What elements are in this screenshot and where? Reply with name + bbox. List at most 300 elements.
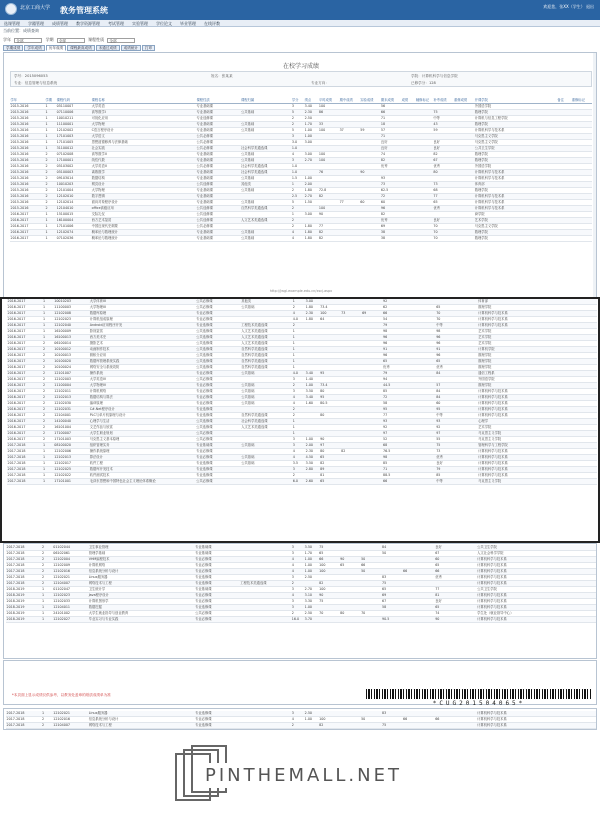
- table-cell: 毛泽东思想和中国特色社会主义理论体系概论: [89, 479, 195, 485]
- table-cell: 公共卫生学院: [474, 146, 557, 152]
- table-cell: 1.0: [291, 146, 304, 152]
- table-cell: 76: [318, 170, 339, 176]
- table-cell: 自然科学类通选课: [241, 353, 293, 359]
- tab-item[interactable]: 未通过成绩: [96, 45, 120, 51]
- table-cell: 2016-2017: [10, 230, 45, 236]
- table-cell: 面向对象程序设计: [91, 200, 196, 206]
- table-cell: 社会科学类通选课: [241, 146, 292, 152]
- nav-item[interactable]: 成绩管理: [52, 21, 68, 26]
- column-header[interactable]: 期末成绩: [380, 98, 401, 104]
- table-cell: 数理学院: [474, 152, 557, 158]
- nav-item[interactable]: 实验管理: [132, 21, 148, 26]
- table-cell: [560, 723, 575, 729]
- table-cell: 卫生统计学: [88, 587, 194, 593]
- table-cell: 优秀: [436, 365, 457, 371]
- table-cell: 大学英语IV: [89, 377, 195, 383]
- table-cell: 95: [320, 371, 341, 377]
- main-nav: [0, 20, 600, 27]
- table-cell: 2: [292, 413, 305, 419]
- tab-item[interactable]: 打印: [142, 45, 155, 51]
- table-cell: 大学英语II: [91, 164, 196, 170]
- table-cell: C语言程序设计: [91, 128, 196, 134]
- table-cell: 3: [291, 711, 304, 717]
- term-select[interactable]: 全部: [57, 38, 85, 43]
- table-cell: 98: [383, 455, 404, 461]
- table-cell: 公共基础: [241, 200, 292, 206]
- table-cell: 工程技术类通选课: [241, 323, 293, 329]
- table-cell: 2017-2018: [6, 575, 41, 581]
- table-cell: 66: [319, 557, 340, 563]
- column-header[interactable]: 备注: [557, 98, 571, 104]
- grades-report-panel: [3, 52, 597, 298]
- table-cell: 5: [291, 128, 304, 134]
- table-cell: 2016-2017: [7, 395, 42, 401]
- table-cell: [401, 236, 415, 242]
- table-cell: 良好: [435, 599, 456, 605]
- table-cell: 良好: [380, 140, 401, 146]
- table-cell: [576, 479, 597, 485]
- table-cell: 2016-2017: [7, 383, 42, 389]
- table-cell: 84: [436, 389, 457, 395]
- table-cell: 良好: [433, 140, 454, 146]
- table-cell: 公共基础: [241, 236, 292, 242]
- table-cell: 37: [339, 128, 360, 134]
- table-cell: 专业必修课: [195, 593, 240, 599]
- tab-item[interactable]: 课程最高成绩: [67, 45, 95, 51]
- table-cell: 2: [42, 401, 53, 407]
- table-cell: 软件工程: [89, 461, 195, 467]
- table-cell: 74: [435, 611, 456, 617]
- table-cell: 59: [360, 128, 381, 134]
- table-cell: 1: [41, 711, 52, 717]
- table-cell: 公共必修课: [196, 140, 241, 146]
- table-cell: 1.60: [305, 401, 320, 407]
- table-cell: 2016-2017: [10, 212, 45, 218]
- table-cell: 17101003: [54, 437, 89, 443]
- table-cell: 大学物理IV: [89, 383, 195, 389]
- table-cell: 77: [383, 413, 404, 419]
- table-cell: 良好: [380, 146, 401, 152]
- table-cell: 12104007: [53, 723, 88, 729]
- university-name: 北京工商大学: [20, 5, 51, 11]
- table-cell: 1: [45, 116, 56, 122]
- table-cell: 数理学院: [474, 110, 557, 116]
- table-cell: 交际礼仪: [91, 212, 196, 218]
- table-cell: 高等数学I: [91, 110, 196, 116]
- table-cell: 计算机科学与技术系: [478, 449, 562, 455]
- table-cell: 1: [292, 353, 305, 359]
- table-cell: 2: [41, 717, 52, 723]
- table-cell: 2016-2017: [10, 224, 45, 230]
- table-cell: 公共基础: [241, 230, 292, 236]
- table-cell: 38: [380, 230, 401, 236]
- table-cell: 2016-2017: [10, 218, 45, 224]
- table-cell: 2016-2017: [7, 407, 42, 413]
- table-cell: 专业必修课: [196, 371, 241, 377]
- table-cell: 数理学院: [478, 365, 562, 371]
- table-cell: 17100007: [54, 431, 89, 437]
- table-cell: 2: [291, 206, 304, 212]
- nav-item[interactable]: 毕业管理: [180, 21, 196, 26]
- table-cell: 71: [380, 116, 401, 122]
- table-cell: [457, 479, 478, 485]
- table-cell: 2: [291, 122, 304, 128]
- table-cell: 77: [433, 194, 454, 200]
- tab-item[interactable]: 学期成绩: [3, 45, 23, 51]
- table-cell: 艺术学院: [474, 218, 557, 224]
- report-title: 在校学习成绩: [282, 63, 319, 70]
- table-cell: 2015-2016: [10, 182, 45, 188]
- column-header[interactable]: 课程名称: [91, 98, 196, 104]
- table-cell: 4: [292, 311, 305, 317]
- table-cell: 1.00: [304, 717, 319, 723]
- table-cell: 2018-2019: [6, 605, 41, 611]
- table-cell: 2.00: [305, 443, 320, 449]
- table-cell: 计算机科学与技术系: [474, 200, 557, 206]
- table-cell: [341, 479, 362, 485]
- grades-table-fragment: [3, 708, 597, 730]
- table-cell: 1: [292, 425, 305, 431]
- table-cell: 1: [42, 467, 53, 473]
- table-cell: 公共必修课: [196, 437, 241, 443]
- column-header[interactable]: 重修标记: [571, 98, 592, 104]
- table-cell: 专业基础课: [196, 152, 241, 158]
- term-label: 学期: [45, 37, 54, 42]
- tab-item[interactable]: 历年成绩: [46, 45, 66, 51]
- table-cell: 33: [318, 122, 339, 128]
- column-header[interactable]: 实验成绩: [360, 98, 381, 104]
- nav-item[interactable]: 学位论文: [156, 21, 172, 26]
- table-cell: 公共必修课: [196, 479, 241, 485]
- table-cell: 学生处（就业指导中心）: [477, 611, 561, 617]
- table-cell: 计算机网络: [88, 563, 194, 569]
- table-cell: 2.00: [304, 182, 318, 188]
- table-cell: 2: [41, 563, 52, 569]
- table-cell: 96: [383, 341, 404, 347]
- nav-item[interactable]: 教学资源管理: [76, 21, 100, 26]
- course-type-select[interactable]: 全部: [107, 38, 135, 43]
- table-cell: 80: [340, 611, 361, 617]
- table-cell: 2: [291, 224, 304, 230]
- table-cell: 90: [319, 593, 340, 599]
- table-cell: 良好: [435, 545, 456, 551]
- table-cell: 62: [383, 305, 404, 311]
- table-cell: 计算机组成原理: [89, 317, 195, 323]
- table-cell: 93: [380, 176, 401, 182]
- table-cell: 2016-2017: [7, 335, 42, 341]
- table-cell: 12102010: [56, 194, 91, 200]
- table-cell: 70: [433, 236, 454, 242]
- column-header[interactable]: 期中成绩: [339, 98, 360, 104]
- table-cell: 77: [339, 200, 360, 206]
- table-cell: 96: [436, 353, 457, 359]
- table-cell: [304, 723, 319, 729]
- university-logo-icon: [5, 3, 17, 15]
- table-row: [7, 479, 597, 485]
- table-cell: 2: [42, 407, 53, 413]
- table-cell: [319, 617, 340, 623]
- filter-bar: [3, 37, 137, 43]
- column-header[interactable]: 重修成绩: [454, 98, 475, 104]
- table-cell: 2: [42, 341, 53, 347]
- table-cell: 2: [291, 116, 304, 122]
- tab-item[interactable]: 成绩统计: [121, 45, 141, 51]
- table-cell: 4: [291, 557, 304, 563]
- column-header[interactable]: 绩点: [304, 98, 318, 104]
- table-cell: 66: [435, 717, 456, 723]
- table-cell: 12102013: [54, 455, 89, 461]
- table-cell: 1.00: [304, 176, 318, 182]
- table-cell: 2017-2018: [6, 717, 41, 723]
- table-cell: 3.5: [292, 461, 305, 467]
- table-cell: 2.70: [304, 587, 319, 593]
- table-cell: 84: [436, 371, 457, 377]
- table-cell: 80: [433, 170, 454, 176]
- table-cell: 12102023: [54, 317, 89, 323]
- table-cell: 组织管理实务: [89, 443, 195, 449]
- table-cell: 1: [45, 134, 56, 140]
- table-cell: 95: [436, 407, 457, 413]
- table-cell: 1: [42, 335, 53, 341]
- table-cell: 计算机科学与技术系: [478, 395, 562, 401]
- table-cell: 2: [42, 395, 53, 401]
- table-cell: 94: [383, 377, 404, 383]
- table-cell: 数理学院: [474, 230, 557, 236]
- table-cell: 4: [291, 569, 304, 575]
- table-cell: 高等数学II: [91, 152, 196, 158]
- column-header[interactable]: 学年: [10, 98, 45, 104]
- column-header[interactable]: 学分: [291, 98, 304, 104]
- table-cell: 1: [291, 182, 304, 188]
- column-header[interactable]: 平时成绩: [318, 98, 339, 104]
- table-cell: 1: [45, 110, 56, 116]
- table-cell: 专业基础课: [196, 443, 241, 449]
- table-cell: 操作系统: [89, 371, 195, 377]
- watermark-text: PINTHEMALL.NET: [201, 763, 406, 788]
- table-cell: 4: [291, 236, 304, 242]
- table-cell: 2: [42, 413, 53, 419]
- column-header[interactable]: 辅修标记: [415, 98, 432, 104]
- table-cell: 心理学与生活: [89, 419, 195, 425]
- table-cell: 15100015: [56, 212, 91, 218]
- table-cell: 70: [433, 224, 454, 230]
- table-cell: 公共选修课: [196, 335, 241, 341]
- table-cell: 1: [42, 311, 53, 317]
- column-header[interactable]: 课程性质: [196, 98, 241, 104]
- table-cell: 65: [436, 359, 457, 365]
- status-url: http://jwgl.example.edu.cn/xscj.aspx: [269, 289, 333, 293]
- column-header[interactable]: 学期: [45, 98, 56, 104]
- table-cell: 1: [45, 218, 56, 224]
- table-cell: 公共基础: [241, 110, 292, 116]
- table-cell: 公共基础: [241, 188, 292, 194]
- table-cell: 16100004: [56, 218, 91, 224]
- table-cell: 公共基础: [241, 371, 293, 377]
- table-cell: 计算机学院: [478, 347, 562, 353]
- table-cell: 67: [433, 158, 454, 164]
- table-cell: 2016-2017: [7, 299, 42, 305]
- table-cell: 100: [319, 587, 340, 593]
- table-cell: 人文艺术类通选课: [241, 425, 293, 431]
- grades-table-3: [6, 545, 596, 623]
- table-cell: 1.80: [304, 236, 318, 242]
- table-cell: 1.00: [304, 563, 319, 569]
- table-cell: 1: [42, 461, 53, 467]
- table-cell: 数理学院: [478, 383, 562, 389]
- table-cell: 56: [380, 104, 401, 110]
- table-cell: 公共必修课: [196, 377, 241, 383]
- table-cell: [575, 617, 596, 623]
- table-cell: 73: [341, 311, 362, 317]
- table-cell: 74: [380, 152, 401, 158]
- table-cell: 2.30: [305, 449, 320, 455]
- table-cell: 公共选修课: [196, 353, 241, 359]
- table-cell: 2016-2017: [7, 377, 42, 383]
- disclaimer-note: *本页面上显示成绩仅供参考，以教务处盖章的纸质成绩单为准: [12, 693, 111, 697]
- table-cell: 专业基础课: [196, 236, 241, 242]
- table-cell: 2017-2018: [6, 569, 41, 575]
- table-cell: 专业必修课: [196, 395, 241, 401]
- table-cell: 38: [380, 236, 401, 242]
- table-cell: 计算机科学与技术系: [474, 176, 557, 182]
- column-header[interactable]: 开课学院: [474, 98, 557, 104]
- table-cell: [339, 236, 360, 242]
- table-cell: 数据库原理: [89, 311, 195, 317]
- year-label: 学年: [3, 37, 11, 42]
- table-cell: [240, 617, 292, 623]
- table-cell: 公共选修课: [196, 425, 241, 431]
- table-cell: 1: [45, 224, 56, 230]
- table-cell: 专业必修课: [196, 383, 241, 389]
- table-cell: 82: [319, 723, 340, 729]
- table-cell: 2015-2016: [10, 134, 45, 140]
- table-cell: 公共选修课: [196, 182, 241, 188]
- grades-table-2: [7, 299, 597, 485]
- table-cell: 1: [41, 587, 52, 593]
- student-info: [10, 71, 592, 87]
- table-cell: 3: [291, 158, 304, 164]
- table-cell: 公共选修课: [196, 212, 241, 218]
- table-cell: 2015-2016: [10, 128, 45, 134]
- user-info[interactable]: 欢迎您，张XX（学生） 退出: [543, 4, 594, 9]
- table-cell: 马克思主义学院: [474, 134, 557, 140]
- table-cell: 6.0: [292, 479, 305, 485]
- table-cell: 82: [318, 230, 339, 236]
- nav-item[interactable]: 考试管理: [108, 21, 124, 26]
- table-cell: 社会科学类通选课: [241, 164, 292, 170]
- table-cell: 马克思主义学院: [474, 224, 557, 230]
- nav-item[interactable]: 学籍管理: [28, 21, 44, 26]
- table-cell: 自然科学类通选课: [241, 359, 293, 365]
- table-cell: 计算机科学与技术系: [474, 206, 557, 212]
- tab-item[interactable]: 学年成绩: [24, 45, 44, 51]
- table-cell: 专业基础课: [196, 170, 241, 176]
- table-cell: 08100020: [54, 443, 89, 449]
- table-cell: 75: [433, 110, 454, 116]
- table-cell: 3.00: [304, 212, 318, 218]
- table-cell: 管理科学与工程学院: [478, 443, 562, 449]
- table-cell: 100: [318, 152, 339, 158]
- table-cell: 微积分应用: [89, 353, 195, 359]
- table-cell: 12102009: [53, 563, 88, 569]
- table-cell: 公共基础: [241, 461, 293, 467]
- grades-table: [10, 98, 592, 242]
- column-header[interactable]: 课程代码: [56, 98, 91, 104]
- table-cell: 1.80: [305, 305, 320, 311]
- table-cell: 体育部: [474, 182, 557, 188]
- table-cell: 人文艺术类通选课: [241, 218, 292, 224]
- student-direction: 专业方向：: [311, 81, 329, 85]
- table-cell: 1.00: [305, 437, 320, 443]
- year-select[interactable]: 全部: [14, 38, 42, 43]
- table-cell: 05100003: [56, 170, 91, 176]
- nav-item[interactable]: 选课管理: [4, 21, 20, 26]
- table-cell: 1: [42, 455, 53, 461]
- table-cell: 自然科学类通选课: [241, 413, 293, 419]
- scrollbar[interactable]: [593, 53, 596, 297]
- table-cell: 79: [383, 371, 404, 377]
- report-footer: [3, 660, 597, 705]
- table-cell: 2: [45, 206, 56, 212]
- table-cell: 信息系统分析与设计: [88, 569, 194, 575]
- table-cell: 05103002: [56, 164, 91, 170]
- table-cell: 12104007: [53, 581, 88, 587]
- table-cell: 公共选修课: [196, 419, 241, 425]
- table-cell: 专业基础课: [195, 545, 240, 551]
- table-cell: 96: [380, 206, 401, 212]
- table-cell: 数据库开发技术: [89, 467, 195, 473]
- table-cell: 2: [41, 557, 52, 563]
- column-header[interactable]: 成绩: [401, 98, 415, 104]
- table-cell: 专业基础课: [196, 110, 241, 116]
- table-cell: 1.80: [304, 188, 318, 194]
- table-cell: 82: [320, 461, 341, 467]
- table-cell: 专业基础课: [195, 551, 240, 557]
- table-cell: 网络安全与系统攻防: [89, 365, 195, 371]
- table-cell: 公共基础: [241, 389, 293, 395]
- column-header[interactable]: 补考成绩: [433, 98, 454, 104]
- table-cell: 外国语学院: [474, 104, 557, 110]
- table-cell: 96: [383, 353, 404, 359]
- table-cell: 65: [320, 479, 341, 485]
- table-cell: 影视鉴赏: [89, 329, 195, 335]
- table-cell: 2016-2017: [7, 341, 42, 347]
- table-cell: 12102023: [53, 593, 88, 599]
- table-cell: 软件测试技术: [89, 473, 195, 479]
- nav-item[interactable]: 在线评教: [204, 21, 220, 26]
- table-cell: 公共选修课: [196, 218, 241, 224]
- table-cell: 2.30: [304, 110, 318, 116]
- table-cell: 操作系统原理: [89, 449, 195, 455]
- table-cell: 68: [383, 443, 404, 449]
- table-cell: [361, 723, 382, 729]
- table-cell: 10100024: [54, 365, 89, 371]
- table-cell: 1: [45, 104, 56, 110]
- table-cell: 专业必修课: [195, 717, 240, 723]
- table-cell: 公共必修课: [196, 224, 241, 230]
- table-cell: 商学院: [474, 212, 557, 218]
- table-cell: 社会实践: [91, 146, 196, 152]
- table-cell: 52: [383, 437, 404, 443]
- table-cell: 数理学院: [478, 305, 562, 311]
- column-header[interactable]: 课程归属: [241, 98, 292, 104]
- table-cell: 计算机科学与技术系: [478, 473, 562, 479]
- table-cell: 2: [45, 200, 56, 206]
- table-cell: 60: [360, 200, 381, 206]
- barcode-icon: [366, 689, 592, 699]
- table-cell: 2.50: [304, 611, 319, 617]
- table-cell: 专业基础课: [196, 128, 241, 134]
